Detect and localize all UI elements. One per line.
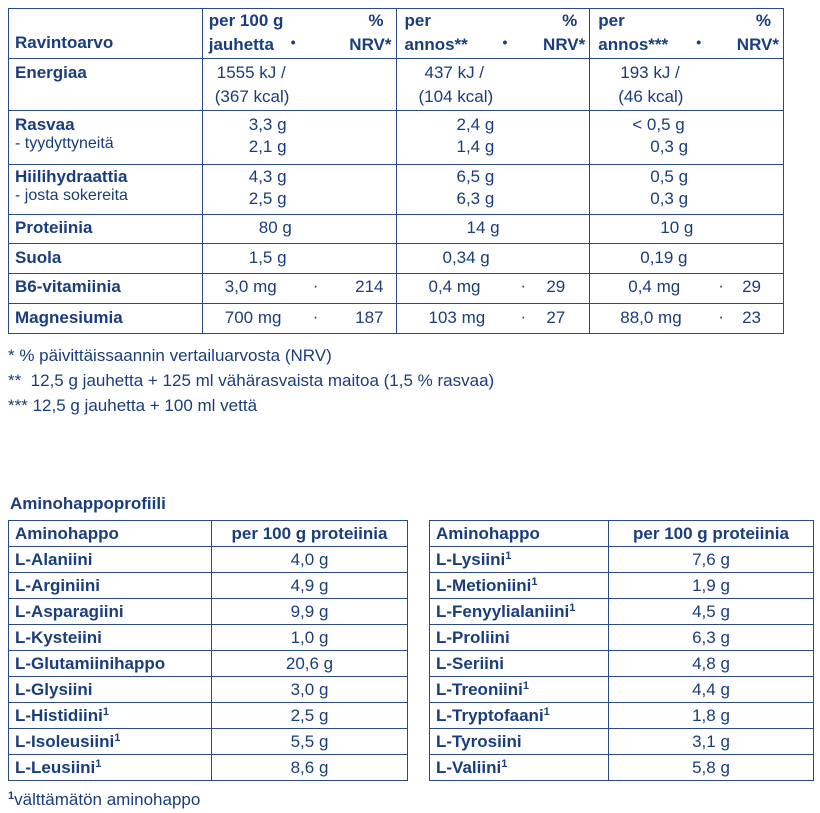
amino-row xyxy=(9,651,408,677)
fat-sub-label: - tyydyttyneitä xyxy=(15,135,114,152)
row-label xyxy=(9,274,203,304)
amino-row xyxy=(430,573,814,599)
protein-col1-v: 80 g xyxy=(258,218,292,237)
amino-name xyxy=(430,547,609,573)
amino-name xyxy=(9,625,212,651)
amino-row xyxy=(430,651,814,677)
amino-name xyxy=(9,651,212,677)
amino-name-text: L-Treoniini xyxy=(436,679,523,699)
amino-table-left xyxy=(8,520,408,781)
protein-col2 xyxy=(396,215,590,244)
header-col3-top: per xyxy=(598,11,625,30)
carbs-col1 xyxy=(202,165,396,215)
salt-col3-v: 0,19 g xyxy=(640,248,688,267)
b6-col1 xyxy=(202,274,396,304)
energy-col2-kj: 437 kJ / xyxy=(424,63,485,82)
amino-value: 5,8 g xyxy=(609,755,814,781)
amino-footnote xyxy=(8,790,200,810)
energy-col3 xyxy=(590,59,784,111)
amino-value: 4,5 g xyxy=(609,599,814,625)
essential-marker: 1 xyxy=(569,601,576,614)
header-col1-dot: • xyxy=(290,34,296,50)
magnesium-col3-v: 88,0 mg xyxy=(620,308,682,327)
amino-name xyxy=(430,677,609,703)
amino-row xyxy=(9,729,408,755)
header-col3 xyxy=(590,9,784,59)
amino-name-text: L-Alaniini xyxy=(15,549,93,569)
amino-value: 20,6 g xyxy=(212,651,408,677)
row-b6 xyxy=(9,274,784,304)
essential-marker: 1 xyxy=(102,705,109,718)
amino-col-value: per 100 g proteiinia xyxy=(212,521,408,547)
amino-row xyxy=(9,547,408,573)
amino-row xyxy=(9,625,408,651)
fat-col3-v: < 0,5 g xyxy=(632,115,685,134)
energy-col1 xyxy=(202,59,396,111)
essential-marker: 1 xyxy=(505,549,512,562)
fat-col1-sub: 2,1 g xyxy=(248,137,287,156)
amino-row xyxy=(430,625,814,651)
amino-row xyxy=(9,599,408,625)
energy-col3-kcal: (46 kcal) xyxy=(618,87,684,106)
fat-col2-sub: 1,4 g xyxy=(456,137,495,156)
header-col2-bottom: annos** xyxy=(404,35,468,54)
note-nrv: * % päivittäissaannin vertailuarvosta (NRV) xyxy=(8,346,332,365)
amino-footnote-sup: 1 xyxy=(8,790,15,802)
energy-col2-kcal: (104 kcal) xyxy=(418,87,494,106)
row-salt xyxy=(9,244,784,274)
carbs-label: Hiilihydraattia xyxy=(15,167,128,186)
amino-col-name: Aminohappo xyxy=(9,521,212,547)
amino-row xyxy=(9,755,408,781)
magnesium-label: Magnesiumia xyxy=(15,308,123,327)
energy-col1-kj: 1555 kJ / xyxy=(216,63,286,82)
header-col3-pct: % xyxy=(755,11,771,30)
fat-col1-v: 3,3 g xyxy=(248,115,287,134)
row-carbs xyxy=(9,165,784,215)
amino-name-text: L-Seriini xyxy=(436,653,505,673)
amino-name-text: L-Glutamiinihappo xyxy=(15,653,166,673)
protein-col3-v: 10 g xyxy=(660,218,694,237)
amino-name-text: L-Tyrosiini xyxy=(436,731,522,751)
magnesium-col1 xyxy=(202,304,396,334)
b6-col2-v: 0,4 mg xyxy=(428,277,481,296)
amino-value: 3,1 g xyxy=(609,729,814,755)
amino-name-text: L-Fenyylialaniini xyxy=(436,601,570,621)
row-label xyxy=(9,215,203,244)
amino-value: 8,6 g xyxy=(212,755,408,781)
fat-col3 xyxy=(590,111,784,165)
amino-value: 2,5 g xyxy=(212,703,408,729)
amino-value: 4,8 g xyxy=(609,651,814,677)
amino-name xyxy=(430,703,609,729)
amino-value: 1,0 g xyxy=(212,625,408,651)
row-label xyxy=(9,111,203,165)
carbs-sub-label: - josta sokereita xyxy=(15,187,128,204)
amino-row xyxy=(430,703,814,729)
carbs-col1-v: 4,3 g xyxy=(248,167,287,186)
row-protein xyxy=(9,215,784,244)
carbs-col2 xyxy=(396,165,590,215)
amino-value: 9,9 g xyxy=(212,599,408,625)
amino-col-name: Aminohappo xyxy=(430,521,609,547)
header-col1-pct: % xyxy=(368,11,384,30)
amino-name xyxy=(430,729,609,755)
amino-name-text: L-Histidiini xyxy=(15,705,103,725)
b6-col3-v: 0,4 mg xyxy=(628,277,681,296)
amino-value: 7,6 g xyxy=(609,547,814,573)
salt-col2 xyxy=(396,244,590,274)
carbs-col1-sub: 2,5 g xyxy=(248,189,287,208)
b6-col2-nrv: 29 xyxy=(546,277,566,296)
amino-name xyxy=(9,703,212,729)
b6-col3 xyxy=(590,274,784,304)
amino-name xyxy=(430,573,609,599)
magnesium-col2-v: 103 mg xyxy=(428,308,486,327)
row-label xyxy=(9,59,203,111)
amino-row xyxy=(9,677,408,703)
carbs-col3-sub: 0,3 g xyxy=(650,189,689,208)
amino-row xyxy=(430,547,814,573)
magnesium-col2 xyxy=(396,304,590,334)
amino-value: 5,5 g xyxy=(212,729,408,755)
essential-marker: 1 xyxy=(522,679,530,692)
amino-name xyxy=(430,599,609,625)
amino-name xyxy=(9,755,212,781)
header-col2-pct: % xyxy=(562,11,578,30)
amino-name-text: L-Leusiini xyxy=(15,757,96,777)
essential-marker: 1 xyxy=(543,705,550,718)
essential-marker: 1 xyxy=(531,575,538,588)
magnesium-col2-dot: · xyxy=(520,307,527,326)
amino-name-text: L-Tryptofaani xyxy=(436,705,544,725)
amino-name xyxy=(9,677,212,703)
header-col1-nrv: NRV* xyxy=(349,35,392,54)
amino-value: 1,9 g xyxy=(609,573,814,599)
amino-row xyxy=(430,755,814,781)
header-col3-bottom: annos*** xyxy=(598,35,669,54)
essential-marker: 1 xyxy=(501,757,508,770)
nutrition-header-row xyxy=(9,9,784,59)
essential-marker: 1 xyxy=(95,757,102,770)
row-label xyxy=(9,244,203,274)
amino-row xyxy=(9,573,408,599)
magnesium-col3-nrv: 23 xyxy=(742,308,761,327)
row-energy xyxy=(9,59,784,111)
amino-header-row xyxy=(9,521,408,547)
amino-value: 4,0 g xyxy=(212,547,408,573)
magnesium-col1-v: 700 mg xyxy=(224,308,282,327)
header-col3-dot: • xyxy=(696,34,702,50)
magnesium-col3 xyxy=(590,304,784,334)
fat-col2 xyxy=(396,111,590,165)
energy-label: Energiaa xyxy=(15,63,87,82)
header-col1-bottom: jauhetta xyxy=(208,35,274,54)
row-label xyxy=(9,304,203,334)
amino-value: 6,3 g xyxy=(609,625,814,651)
salt-col1-v: 1,5 g xyxy=(248,248,287,267)
amino-name-text: L-Glysiini xyxy=(15,679,93,699)
amino-name-text: L-Asparagiini xyxy=(15,601,124,621)
amino-name xyxy=(9,599,212,625)
header-col2-nrv: NRV* xyxy=(543,35,586,54)
amino-row xyxy=(9,703,408,729)
header-label: Ravintoarvo xyxy=(15,33,114,52)
magnesium-col1-dot: · xyxy=(312,307,319,326)
amino-value: 3,0 g xyxy=(212,677,408,703)
nutrition-table xyxy=(8,8,784,334)
fat-col2-v: 2,4 g xyxy=(456,115,495,134)
row-label xyxy=(9,165,203,215)
note-milk: ** 12,5 g jauhetta + 125 ml vähärasvaista maitoa (1,5 % rasvaa) xyxy=(8,371,495,390)
amino-name-text: L-Kysteiini xyxy=(15,627,102,647)
magnesium-col1-nrv: 187 xyxy=(355,308,384,327)
amino-value: 1,8 g xyxy=(609,703,814,729)
protein-col1 xyxy=(202,215,396,244)
b6-col2-dot: · xyxy=(520,276,527,295)
amino-name-text: L-Lysiini xyxy=(436,549,506,569)
header-col2 xyxy=(396,9,590,59)
amino-col-value: per 100 g proteiinia xyxy=(609,521,814,547)
energy-col2 xyxy=(396,59,590,111)
amino-name xyxy=(430,651,609,677)
row-fat xyxy=(9,111,784,165)
protein-label: Proteiinia xyxy=(15,218,93,237)
amino-name-text: L-Proliini xyxy=(436,627,510,647)
row-magnesium xyxy=(9,304,784,334)
fat-col3-sub: 0,3 g xyxy=(650,137,689,156)
b6-col3-dot: · xyxy=(718,276,724,295)
protein-col3 xyxy=(590,215,784,244)
carbs-col2-v: 6,5 g xyxy=(456,167,495,186)
b6-col2 xyxy=(396,274,590,304)
carbs-col3-v: 0,5 g xyxy=(650,167,689,186)
salt-col3 xyxy=(590,244,784,274)
b6-col3-nrv: 29 xyxy=(742,277,761,296)
protein-col2-v: 14 g xyxy=(466,218,500,237)
amino-table-right xyxy=(429,520,814,781)
amino-row xyxy=(430,677,814,703)
header-col3-nrv: NRV* xyxy=(736,35,779,54)
b6-col1-dot: · xyxy=(312,276,319,295)
header-col1 xyxy=(202,9,396,59)
salt-label: Suola xyxy=(15,248,62,267)
fat-label: Rasvaa xyxy=(15,115,75,134)
essential-marker: 1 xyxy=(114,731,121,744)
magnesium-col2-nrv: 27 xyxy=(546,308,566,327)
amino-name-text: L-Valiini xyxy=(436,757,502,777)
amino-value: 4,4 g xyxy=(609,677,814,703)
amino-name xyxy=(430,755,609,781)
amino-name xyxy=(9,573,212,599)
amino-header-row xyxy=(430,521,814,547)
amino-value: 4,9 g xyxy=(212,573,408,599)
carbs-col2-sub: 6,3 g xyxy=(456,189,495,208)
salt-col2-v: 0,34 g xyxy=(442,248,490,267)
amino-name xyxy=(9,729,212,755)
header-col1-top: per 100 g xyxy=(208,11,284,30)
amino-row xyxy=(430,599,814,625)
note-water: *** 12,5 g jauhetta + 100 ml vettä xyxy=(8,396,258,415)
energy-col3-kj: 193 kJ / xyxy=(620,63,680,82)
b6-label: B6-vitamiinia xyxy=(15,277,121,296)
header-label-cell xyxy=(9,9,203,59)
amino-footnote-text: välttämätön aminohappo xyxy=(14,790,201,809)
amino-name-text: L-Isoleusiini xyxy=(15,731,115,751)
header-col2-dot: • xyxy=(502,34,508,50)
amino-name xyxy=(430,625,609,651)
amino-name xyxy=(9,547,212,573)
amino-name-text: L-Metioniini xyxy=(436,575,532,595)
header-col2-top: per xyxy=(404,11,431,30)
fat-col1 xyxy=(202,111,396,165)
amino-row xyxy=(430,729,814,755)
b6-col1-nrv: 214 xyxy=(355,277,384,296)
amino-name-text: L-Arginiini xyxy=(15,575,100,595)
salt-col1 xyxy=(202,244,396,274)
energy-col1-kcal: (367 kcal) xyxy=(214,87,290,106)
b6-col1-v: 3,0 mg xyxy=(224,277,277,296)
carbs-col3 xyxy=(590,165,784,215)
amino-title: Aminohappoprofiili xyxy=(10,494,166,513)
magnesium-col3-dot: · xyxy=(718,307,724,326)
